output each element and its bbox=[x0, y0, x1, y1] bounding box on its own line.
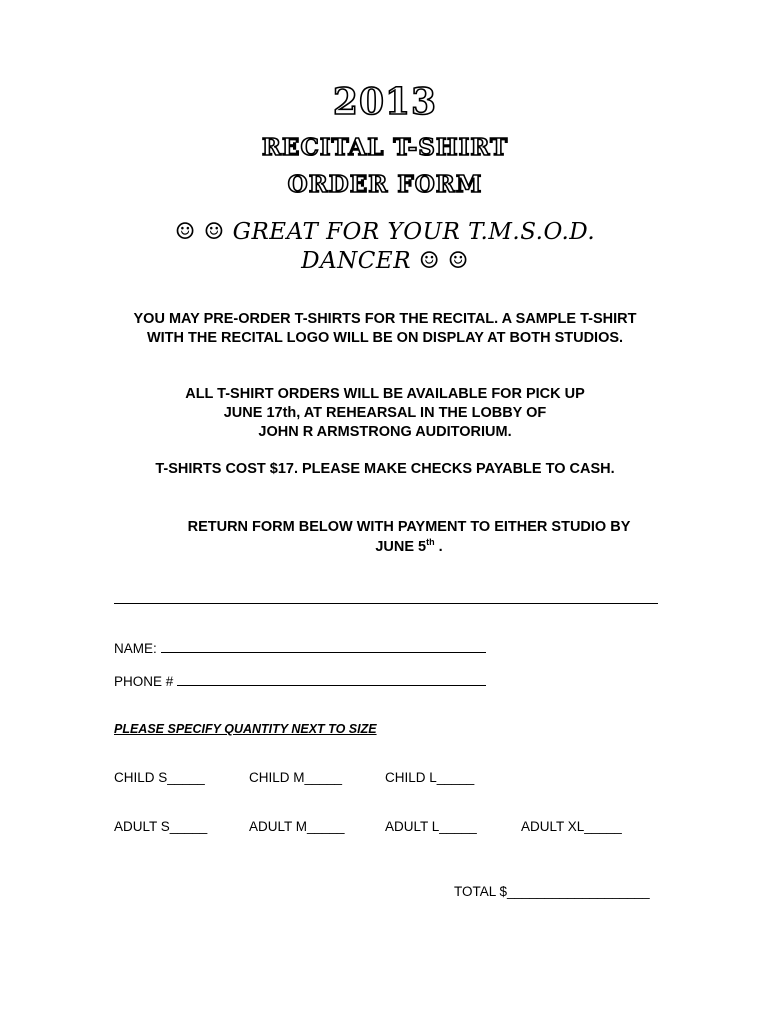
return-line-end: . bbox=[434, 539, 443, 555]
name-field[interactable] bbox=[114, 639, 486, 658]
phone-input-line[interactable] bbox=[177, 672, 486, 686]
return-line-2 bbox=[0, 537, 770, 557]
preorder-paragraph-line-1: YOU MAY PRE-ORDER T-SHIRTS FOR THE RECITAL. A SAMPLE T-SHIRT bbox=[133, 311, 637, 327]
child-m-field[interactable]: CHILD M_____ bbox=[249, 770, 343, 785]
price-line: T-SHIRTS COST $17. PLEASE MAKE CHECKS PAYABLE TO CASH. bbox=[155, 461, 615, 477]
pickup-paragraph-line-1: ALL T-SHIRT ORDERS WILL BE AVAILABLE FOR PICK UP bbox=[185, 386, 585, 402]
pickup-paragraph-line-3: JOHN R ARMSTRONG AUDITORIUM. bbox=[258, 424, 512, 440]
name-input-line[interactable] bbox=[161, 639, 486, 653]
name-label: NAME: bbox=[114, 641, 157, 656]
adult-l-field[interactable]: ADULT L_____ bbox=[385, 819, 477, 834]
tagline-line-1: ☺ ☺ GREAT FOR YOUR T.M.S.O.D. bbox=[174, 219, 596, 245]
quantity-instruction-text: PLEASE SPECIFY QUANTITY NEXT TO SIZE bbox=[114, 722, 377, 736]
phone-field[interactable] bbox=[114, 672, 486, 691]
cut-line-divider bbox=[114, 603, 658, 604]
total-field[interactable]: TOTAL $___________________ bbox=[454, 884, 650, 899]
child-l-field[interactable]: CHILD L_____ bbox=[385, 770, 475, 785]
title-line-2: ORDER FORM bbox=[287, 171, 483, 198]
adult-xl-field[interactable]: ADULT XL_____ bbox=[521, 819, 622, 834]
return-date: JUNE 5 bbox=[375, 539, 427, 555]
child-s-field[interactable]: CHILD S_____ bbox=[114, 770, 205, 785]
tagline-line-2: DANCER ☺ ☺ bbox=[301, 248, 469, 274]
return-line-1: RETURN FORM BELOW WITH PAYMENT TO EITHER STUDIO BY bbox=[187, 519, 631, 535]
title-line-1: RECITAL T-SHIRT bbox=[261, 134, 509, 161]
adult-s-field[interactable]: ADULT S_____ bbox=[114, 819, 208, 834]
year-heading: 2013 bbox=[332, 81, 438, 123]
preorder-paragraph-line-2: WITH THE RECITAL LOGO WILL BE ON DISPLAY AT BOTH STUDIOS. bbox=[146, 330, 624, 346]
adult-m-field[interactable]: ADULT M_____ bbox=[249, 819, 345, 834]
quantity-instruction bbox=[114, 720, 377, 738]
return-date-suffix: th bbox=[426, 537, 435, 548]
pickup-paragraph-line-2: JUNE 17th, AT REHEARSAL IN THE LOBBY OF bbox=[223, 405, 547, 421]
phone-label: PHONE # bbox=[114, 674, 174, 689]
